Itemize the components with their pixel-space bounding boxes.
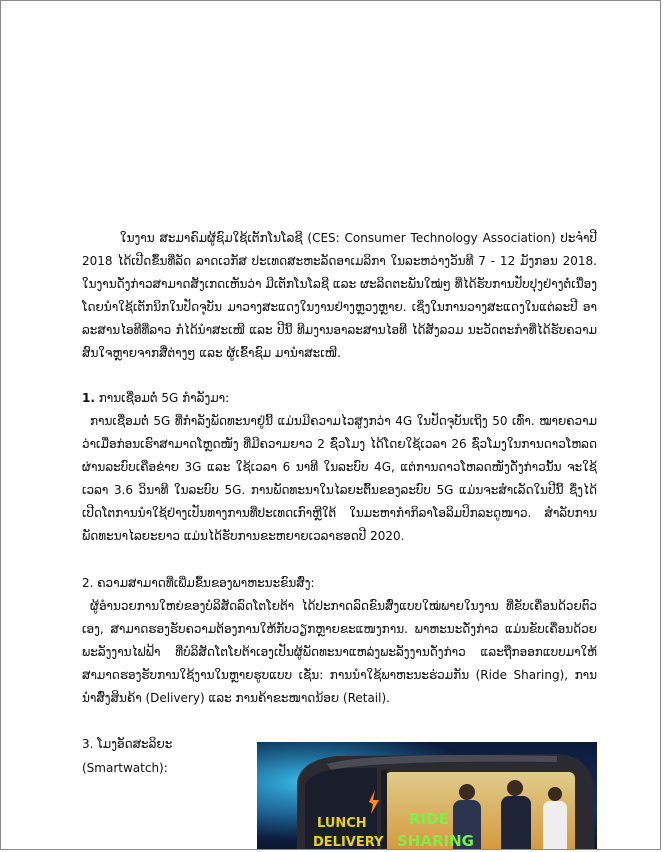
section-3-heading [82, 732, 242, 780]
sign-ride: RIDE [409, 810, 449, 828]
sign-sharing: SHARING [397, 832, 474, 850]
section-1-number: 1. [82, 391, 95, 405]
vehicle-photo-illustration [257, 742, 597, 850]
section-1-title: ການເຊື່ອມຕໍ່ 5G ກຳລັງມາ: [94, 391, 230, 405]
person-3-body [543, 801, 567, 850]
section-3-title-line2: (Smartwatch): [82, 761, 168, 775]
person-3-head [548, 787, 562, 801]
sign-delivery: DELIVERY [313, 835, 384, 850]
section-3 [82, 732, 597, 850]
person-1-head [459, 784, 475, 800]
vehicle-photo [257, 742, 597, 850]
section-2-heading: 2. ຄວາມສາມາດທີ່ເພີ່ມຂຶ້ນຂອງພາຫະນະຂົນສົ່ງ: [82, 576, 315, 590]
intro-paragraph: ໃນງານ ສະມາຄົມຜູ້ຊົມໃຊ້ເຕັກໂນໂລຊີ (CES: Consumer Technology Association) ປະຈຳປີ 2018 ໄດ້ເປີດຂຶ້ນທີ່ລັດ ລາດເວກັສ ປະເທດສະຫະລັດອາເມລິກາ ໃນລະຫວ່າງວັນທີ 7 - 12 ມັງກອນ 2018. ໃນງານດັ່ງກ່າວສາມາດສັງເກດເຫັນວ່າ ມີເຕັກໂນໂລຊີ ແລະ ຜະລິດຕະພັນໃໝ່ໆ ທີ່ໄດ້ຮັບການປັບປຸງຢ່າງຕໍ່ເນື່ອງໂດຍນຳໃຊ້ເຕັກນິກໃນປັດຈຸບັນ ມາວາງສະແດງໃນງານຢ່າງຫຼວງຫຼາຍ. ເຊິ່ງໃນການວາງສະແດງໃນແຕ່ລະປີ ອາລະສານໄອທີທີ່ລາວ ກໍໄດ້ນຳສະເໜີ ແລະ ປີນີ້ ທີມງານອາລະສານໄອທີ ໄດ້ສັງລວມ ນະວັດຕະກຳທີ່ໄດ້ຮັບຄວາມສົນໃຈຫຼາຍຈາກສື່ຕ່າງໆ ແລະ ຜູ້ເຂົ້າຊົມ ມານຳສະເໜີ. [82, 231, 597, 360]
sign-lunch: LUNCH [317, 816, 367, 831]
section-3-title-line1: 3. ໂມງອັດສະລິຍະ [82, 737, 173, 751]
person-2-body [501, 796, 531, 850]
person-2-head [507, 780, 523, 796]
section-1-heading [82, 387, 597, 410]
section-2-body: ຜູ້ອຳນວຍການໃຫຍ່ຂອງບໍລິສັດລົດໂຕໂຍຕ້າ ໄດ້ປະກາດລົດຂົນສົ່ງແບບໃໝ່ພາຍໃນງານ ທີ່ຂັບເຄື່ອນດ້ວຍຕົວເອງ, ສາມາດຮອງຮັບຄວາມຕ້ອງການໃຫ້ກັບວຽກຫຼາຍຂະແໜງການ. ພາຫະນະດັ່ງກ່າວ ແມ່ນຂັບເຄື່ອນດ້ວຍພະລັງງານໄຟຟ້າ ທີ່ບໍລິສັດໂຕໂຍຕ້າເອງເປັນຜູ້ພັດທະນາແຫລ່ງພະລັງງານດັ່ງກ່າວ ແລະຖືກອອກແບບມາໃຫ້ສາມາດຮອງຮັບການໃຊ້ງານໃນຫຼາຍຮູບແບບ ເຊັ່ນ: ການນຳໃຊ້ພາຫະນະຮ່ວມກັນ (Ride Sharing), ການນຳສົ່ງສິນຄ້າ (Delivery) ແລະ ການຄ້າຂະໜາດນ້ອຍ (Retail). [82, 599, 597, 705]
document-content [82, 227, 597, 850]
section-1-body: ການເຊື່ອມຕໍ່ 5G ທີ່ກຳລັງພັດທະນາຢູ່ນີ້ ແມ່ນມີຄວາມໄວສູງກວ່າ 4G ໃນປັດຈຸບັນເຖິງ 50 ເທົ່າ. ໝາຍຄວາມວ່າເມື່ອກ່ອນເຮົາສາມາດໂຫຼດໜັງ ທີ່ມີຄວາມຍາວ 2 ຊົ່ວໂມງ ໄດ້ໂດຍໃຊ້ເວລາ 26 ຊົ່ວໂມງໃນການດາວໂຫລດຜ່ານລະບົບເຄືອຂ່າຍ 3G ແລະ ໃຊ້ເວລາ 6 ນາທີ ໃນລະບົບ 4G, ແຕ່ການດາວໂຫລດໜັງດັ່ງກ່າວນັ້ນ ຈະໃຊ້ເວລາ 3.6 ວິນາທີ ໃນລະບົບ 5G. ການພັດທະນາໃນໄລຍະຕົ້ນຂອງລະບົບ 5G ແມ່ນຈະສຳເລັດໃນປີນີ້ ຊຶ່ງໄດ້ເປີດໂຕການນຳໃຊ້ຢ່າງເປັນທາງການທີ່ປະເທດເກົາຫຼີໃຕ້ ໃນມະຫາກຳກິລາໂອລິມປິກລະດູໜາວ. ສຳລັບການພັດທະນາໄລຍະຍາວ ແມ່ນໄດ້ຮັບການຂະຫຍາຍເວລາຮອດປີ 2020. [82, 414, 597, 543]
